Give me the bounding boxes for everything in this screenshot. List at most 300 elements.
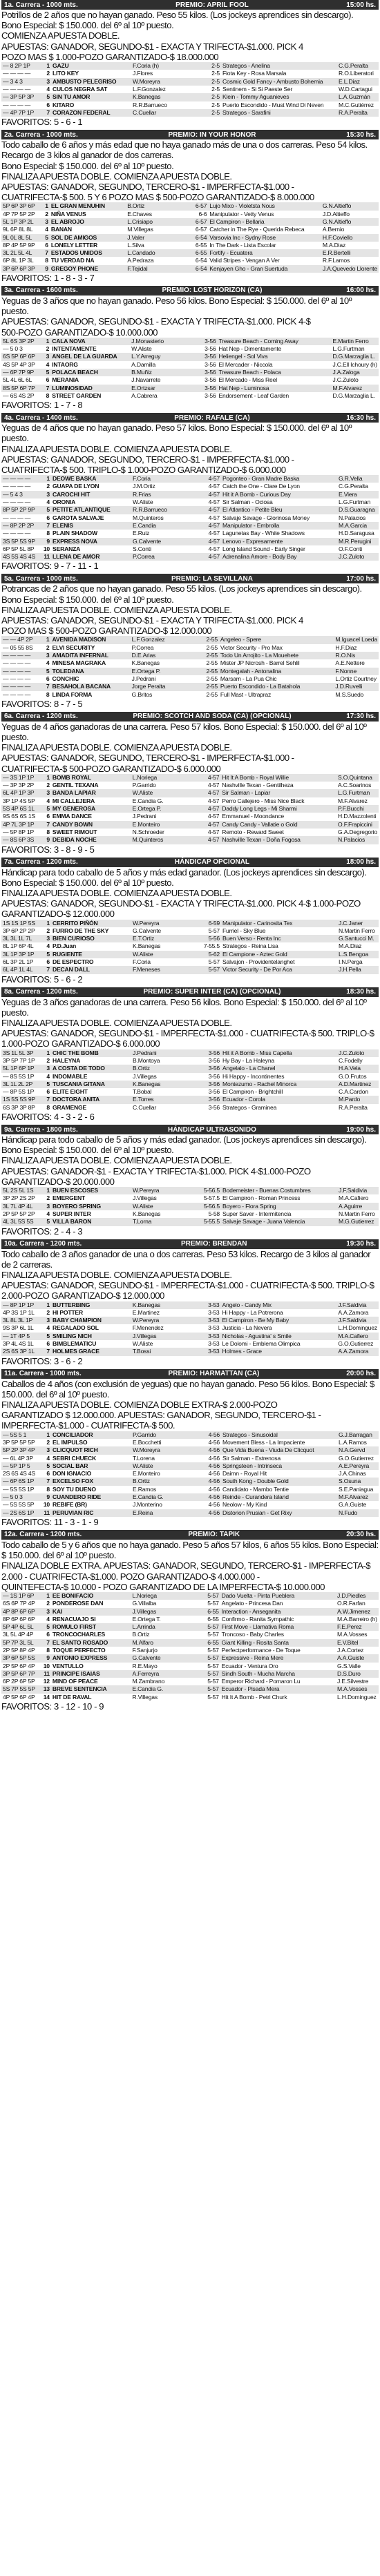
age-weight: 4-57 xyxy=(189,514,221,522)
table-row xyxy=(1,338,379,345)
race-condition-line: FINALIZA APUESTA DOBLE. COMIENZA APUESTA DOBLE. xyxy=(1,443,232,454)
trainer-name: O.F.Conti xyxy=(337,545,379,553)
race-condition-line: APUESTAS: GANADOR, SEGUNDO-$1 - EXACTA Y TRIFECTA-$1.000. PICK 4-$ 1.000-POZO GARANTIZADO-$ 12.000.000 xyxy=(1,898,361,920)
jockey-name: F.Meneses xyxy=(131,966,189,974)
age-weight: 2-55 xyxy=(188,652,219,659)
jockey-name: B.Ortiz xyxy=(131,1478,189,1485)
jockey-name: M.Quinteros xyxy=(131,514,189,522)
trainer-name: O.R.Farfan xyxy=(336,1600,379,1607)
jockey-name: T.Lorna xyxy=(131,1218,189,1226)
race-time: 19:30 hs. xyxy=(346,1240,376,1248)
jockey-name: E.Monteiro xyxy=(131,821,189,829)
trainer-name: N.Palacios xyxy=(336,836,379,844)
age-weight: 5-57 xyxy=(189,966,221,974)
jockey-name: L.Noriega xyxy=(131,774,189,782)
favorites-line: FAVORITOS: 5 - 6 - 1 xyxy=(1,117,83,128)
race-section xyxy=(1,858,379,985)
last-performances: — 6P 7P 9P xyxy=(1,369,40,376)
table-row xyxy=(1,1049,379,1057)
race-time: 18:30 hs. xyxy=(346,988,376,996)
saddle-number: 5 xyxy=(39,234,50,242)
table-row xyxy=(1,782,379,789)
last-performances: 2P 5P 5P 2P xyxy=(1,1210,40,1218)
jockey-name: J.Monasterio xyxy=(130,338,187,345)
jockey-name: E.Candia G. xyxy=(131,1493,189,1501)
pedigree: Strategos - Reina Lisa xyxy=(221,942,337,950)
saddle-number: 13 xyxy=(40,1685,51,1693)
jockey-name: J.Valer xyxy=(126,234,179,242)
table-row xyxy=(1,821,379,829)
table-row xyxy=(1,829,379,836)
table-row xyxy=(1,538,379,545)
jockey-name: B.Ortiz xyxy=(126,202,179,210)
saddle-number: 11 xyxy=(40,1509,51,1517)
horse-name: TOQUE PERFECTO xyxy=(51,1647,131,1654)
last-performances: — — — — xyxy=(1,668,40,675)
horse-name: EMMA DANCE xyxy=(51,813,131,820)
saddle-number: 9 xyxy=(40,538,51,545)
age-weight: 4-56 xyxy=(189,1478,221,1485)
age-weight: 4-57 xyxy=(189,829,220,836)
horse-name: ESTADOS UNIDOS xyxy=(50,249,126,257)
pedigree: Full Mast - Ultrapraz xyxy=(219,691,334,699)
pedigree: El Campiron - Be My Baby xyxy=(221,1317,337,1324)
table-row xyxy=(1,553,379,561)
pedigree: Sir Salman - Lapiar xyxy=(220,789,336,797)
race-time: 16:30 hs. xyxy=(346,414,376,422)
table-row xyxy=(1,927,379,935)
saddle-number: 2 xyxy=(40,1057,51,1065)
table-row xyxy=(1,1616,379,1623)
table-row xyxy=(1,789,379,797)
saddle-number: 2 xyxy=(40,70,51,77)
age-weight: 3-53 xyxy=(189,1324,221,1332)
saddle-number: 6 xyxy=(40,376,51,384)
last-performances: 5P 6P 3P 6P xyxy=(1,202,39,210)
pedigree: Lagunetas Bay - White Shadows xyxy=(221,530,337,537)
horse-name: CLICQUOT RICH xyxy=(51,1446,131,1454)
age-weight: 3-56 xyxy=(187,369,217,376)
pedigree: Marsam - La Pua Chic xyxy=(219,675,334,683)
table-row xyxy=(1,1187,379,1194)
race-header xyxy=(1,130,379,139)
horse-name: ELENIS xyxy=(51,522,131,530)
race-time: 16:00 hs. xyxy=(346,287,376,295)
last-performances: 1S 1S 1P 5S xyxy=(1,920,40,927)
age-weight: 3-53 xyxy=(189,1301,221,1309)
trainer-name: L.A.Ramos xyxy=(337,1439,379,1446)
entries-table xyxy=(1,202,379,273)
race-header xyxy=(1,1239,379,1249)
age-weight: 4-56 xyxy=(189,1446,221,1454)
saddle-number: 5 xyxy=(40,805,51,813)
pedigree: El Mercader - Niccola xyxy=(217,361,331,369)
age-weight: 5-57.5 xyxy=(189,1194,221,1202)
jockey-name: W.Aliste xyxy=(131,1462,189,1470)
saddle-number: 4 xyxy=(40,1324,51,1332)
saddle-number: 7 xyxy=(40,385,51,392)
race-section xyxy=(1,1239,379,1366)
jockey-name: W.Pereyra xyxy=(131,920,189,927)
age-weight: 2-55 xyxy=(188,659,219,667)
saddle-number: 10 xyxy=(40,545,51,553)
trainer-name: J.D.Ruvelli xyxy=(334,683,379,690)
horse-name: CERRITO PIÑÓN xyxy=(51,920,131,927)
horse-name: KITARO xyxy=(51,101,131,109)
trainer-name: M.A.Vosses xyxy=(336,1631,379,1638)
jockey-name: L.Candado xyxy=(126,249,179,257)
trainer-name: O.F.Frapiccini xyxy=(336,821,379,829)
last-performances: — 5P 1P 5 xyxy=(1,1462,40,1470)
pedigree: Fortify - Ecuatera xyxy=(208,249,321,257)
age-weight: 4-57 xyxy=(189,506,221,514)
table-row xyxy=(1,78,379,86)
trainer-name: N.Martin Ferro xyxy=(337,927,379,935)
race-condition-line: Potrillos de 2 años que no hayan ganado. Peso 55 kilos. (Los jockeys aprendices sin descargo). xyxy=(1,10,354,20)
jockey-name: P.Garrido xyxy=(131,1431,189,1439)
last-performances: 4P 8P 6P 6P xyxy=(1,1608,40,1616)
age-weight: 6-54 xyxy=(180,265,209,273)
race-condition-line: APUESTAS: GANADOR, SEGUNDO, TERCERO-$1 - IMPERFECTA-$1.000 - xyxy=(1,454,294,465)
pedigree: Kenjayen Gho - Gran Suertuda xyxy=(208,265,321,273)
saddle-number: 7 xyxy=(39,249,50,257)
jockey-name: F.Menendez xyxy=(131,1324,189,1332)
age-weight: 3-56 xyxy=(187,345,217,353)
age-weight: 4-56 xyxy=(189,1462,221,1470)
pedigree: Strategos - Sarafini xyxy=(221,109,337,117)
horse-name: PRINCIPE ISAIAS xyxy=(51,1670,131,1678)
jockey-name: G.Calvente xyxy=(131,927,189,935)
last-performances: — 5S 5 1 xyxy=(1,1431,40,1439)
race-prize-name: PREMIO: LOST HORIZON (CA) xyxy=(162,287,263,295)
entries-table xyxy=(1,475,379,561)
jockey-name: R.Frias xyxy=(131,491,189,498)
horse-name: CORAZON FEDERAL xyxy=(51,109,131,117)
saddle-number: 5 xyxy=(40,369,51,376)
trainer-name: M.A.Cafiero xyxy=(336,1333,379,1340)
pedigree: Sentinem - Si Si Paeste Ser xyxy=(221,86,337,93)
last-performances: — 6S 4S 2P xyxy=(1,392,40,400)
pedigree: Hit It A Bomb - Petri Churk xyxy=(220,1694,336,1701)
table-row xyxy=(1,202,379,210)
trainer-name: J.F.Saldivia xyxy=(336,1317,379,1324)
race-condition-line: Caballos de 4 años (con exclusión de yeguas) que no hayan ganado. Peso 56 kilos. Bono Especial: $ 150.000. del 6º al 10º puesto. xyxy=(1,1378,374,1400)
jockey-name: R.R.Barrueco xyxy=(131,506,189,514)
race-section xyxy=(1,712,379,855)
pedigree: Daddy Long Legs - Mi Sharmi xyxy=(220,805,336,813)
race-condition-line: APUESTAS: GANADOR, SEGUNDO-$1 - EXACTA Y TRIFECTA-$1.000. PICK 4-$ xyxy=(1,316,311,327)
horse-name: RENACUAJO SI xyxy=(51,1616,131,1623)
table-row xyxy=(1,1065,379,1072)
horse-name: PONDEROSE DAN xyxy=(51,1600,131,1607)
horse-name: GRAMENGE xyxy=(51,1104,131,1112)
race-condition-line: CUATRIFECTA-$ 500. 5 Y 6 POZO MAS $ 500-POZO GARANTIZADO-$ 8.000.000 xyxy=(1,192,314,203)
age-weight: 4-56 xyxy=(189,1501,221,1509)
jockey-name: B.Montoya xyxy=(131,1057,189,1065)
race-conditions xyxy=(1,10,379,62)
race-header xyxy=(1,1125,379,1134)
trainer-name: A.Bernio xyxy=(321,226,379,233)
age-weight: 5-57 xyxy=(189,1678,220,1685)
trainer-name: F.E.Perez xyxy=(336,1623,379,1631)
age-weight: 5-57 xyxy=(189,1654,220,1662)
last-performances: 5P 7P 3L 5L xyxy=(1,1639,40,1647)
jockey-name: F.Coria xyxy=(131,958,189,966)
last-performances: 3P 1P 4S 5P xyxy=(1,797,40,805)
saddle-number: 2 xyxy=(40,483,51,490)
trainer-name: M.A.Barreiro (h) xyxy=(336,1616,379,1623)
horse-name: MERANIA xyxy=(50,376,130,384)
pedigree: Remoto - Reward Sweet xyxy=(220,829,336,836)
race-condition-line: CUATRIFECTA-$ 500-POZO GARANTIZADO-$ 6.000.000 xyxy=(1,763,221,774)
table-row xyxy=(1,218,379,226)
last-performances: — 1T 4P 5 xyxy=(1,1333,40,1340)
saddle-number: 3 xyxy=(40,789,51,797)
trainer-name: A.E.Nettere xyxy=(334,659,379,667)
age-weight: 2-55 xyxy=(188,668,219,675)
last-performances: 8P 6P 6P 6P xyxy=(1,1616,40,1623)
saddle-number: 3 xyxy=(40,1317,51,1324)
horse-name: LITO KEY xyxy=(51,70,131,77)
horse-name: GENTIL TEXANA xyxy=(51,782,131,789)
race-condition-line: Bono Especial: $ 150.000. del 6º al 10º puesto. xyxy=(1,160,174,171)
pedigree: Heliengel - Sol Viva xyxy=(217,353,331,360)
age-weight: 4-56 xyxy=(189,1431,221,1439)
table-row xyxy=(1,1333,379,1340)
horse-name: BANDA LAPIAR xyxy=(51,789,131,797)
last-performances: 6L 3P 2L 1P xyxy=(1,958,40,966)
saddle-number: 1 xyxy=(40,1049,51,1057)
last-performances: 3P 6P 2P 2P xyxy=(1,927,40,935)
saddle-number: 10 xyxy=(40,1501,51,1509)
trainer-name: D.G.Marzaglia L. xyxy=(331,392,379,400)
table-row xyxy=(1,1654,379,1662)
pedigree: Hit it A Bomb - Curious Day xyxy=(221,491,337,498)
saddle-number: 9 xyxy=(40,836,51,844)
age-weight: 6-55 xyxy=(180,249,209,257)
trainer-name: M.A.Diaz xyxy=(321,242,379,249)
trainer-name: L.G.Furtman xyxy=(336,789,379,797)
saddle-number: 2 xyxy=(40,345,51,353)
race-header xyxy=(1,0,379,10)
race-condition-line: FINALIZA APUESTA DOBLE. COMIENZA APUESTA DOBLE. xyxy=(1,1155,232,1166)
pedigree: Hy Bay - La Haleyna xyxy=(221,1057,337,1065)
trainer-name: H.D.Saragusa xyxy=(337,530,379,537)
horse-name: BUEN ESCOSES xyxy=(51,1187,131,1194)
last-performances: 3L 5L 4P 4P xyxy=(1,1631,40,1638)
pedigree: Boyero - Flora Spring xyxy=(221,1203,337,1210)
pedigree: Adrenalina Amore - Body Bay xyxy=(221,553,337,561)
age-weight: 5-58 xyxy=(189,1210,221,1218)
saddle-number: 2 xyxy=(40,644,51,652)
saddle-number: 8 xyxy=(40,691,51,699)
table-row xyxy=(1,951,379,958)
race-header xyxy=(1,987,379,997)
last-performances: 5L 1P 6P 1P xyxy=(1,1065,40,1072)
table-row xyxy=(1,1470,379,1478)
jockey-name: E.Bocchetti xyxy=(131,1439,189,1446)
horse-name: SOCIAL BAR xyxy=(51,1462,131,1470)
jockey-name: W.Moreyra xyxy=(131,78,189,86)
last-performances: 3S 5P 5S 9P xyxy=(1,538,40,545)
table-row xyxy=(1,1317,379,1324)
age-weight: 4-57 xyxy=(189,789,220,797)
trainer-name: L.S.Bengoa xyxy=(337,951,379,958)
table-row xyxy=(1,1694,379,1701)
jockey-name: N.Schroeder xyxy=(131,829,189,836)
pedigree: Buen Verso - Renta Inc xyxy=(221,935,337,942)
table-row xyxy=(1,226,379,233)
age-weight: 6-57 xyxy=(180,226,209,233)
table-row xyxy=(1,1631,379,1638)
jockey-name: E.Chaves xyxy=(126,211,179,218)
pedigree: Valid Stripes - Vengan A Ver xyxy=(208,257,321,264)
race-condition-line: Yeguas de 4 años que no hayan ganado. Peso 57 kilos. Bono Especial: $ 150.000. del 6º al 10º puesto. xyxy=(1,423,352,444)
table-row xyxy=(1,797,379,805)
trainer-name: J.D.Altieffo xyxy=(321,211,379,218)
table-row xyxy=(1,93,379,101)
pedigree: El Campiron - Brightchill xyxy=(221,1088,337,1096)
trainer-name: D.G.Marzaglia L. xyxy=(331,353,379,360)
jockey-name: E.Candia G. xyxy=(131,797,189,805)
horse-name: ROMULO FIRST xyxy=(51,1623,131,1631)
table-row xyxy=(1,1501,379,1509)
age-weight: 3-56 xyxy=(187,376,217,384)
last-performances: 4P 5P 6P 4P xyxy=(1,1694,40,1701)
race-condition-line: FINALIZA APUESTA DOBLE. COMIENZA APUESTA DOBLE. xyxy=(1,1269,232,1280)
jockey-name: J.Pedrani xyxy=(131,675,188,683)
pedigree: Varsovia Inc - Sydny Rose xyxy=(208,234,321,242)
age-weight: 2-55 xyxy=(188,675,219,683)
saddle-number: 2 xyxy=(40,1309,51,1317)
horse-name: CONCHIC xyxy=(51,675,131,683)
pedigree: Dado Vuelta - Pinta Pueblera xyxy=(220,1592,336,1600)
trainer-name: L.A.Guzmán xyxy=(337,93,379,101)
pedigree: Victor Security - De Por Aca xyxy=(221,966,337,974)
last-performances: — 2S 6S 1P xyxy=(1,1509,40,1517)
pedigree: Emmanuel - Moondance xyxy=(220,813,336,820)
jockey-name: A.Damilla xyxy=(130,361,187,369)
race-section xyxy=(1,1369,379,1527)
jockey-name: E.Martinez xyxy=(131,1309,189,1317)
trainer-name: N.A.Gervd xyxy=(337,1446,379,1454)
table-row xyxy=(1,1073,379,1081)
race-time: 20:00 hs. xyxy=(346,1370,376,1378)
last-performances: — — — — xyxy=(1,86,40,93)
trainer-name: A.A.Guiste xyxy=(336,1654,379,1662)
age-weight: 6-6 xyxy=(180,211,209,218)
race-condition-line: FINALIZA APUESTA DOBLE. COMIENZA DOBLE EXTRA-$ 2.000-POZO xyxy=(1,1400,278,1411)
trainer-name: R.O.Nis xyxy=(334,652,379,659)
last-performances: — 5 4 3 xyxy=(1,491,40,498)
pedigree: Angelalo - La Chanel xyxy=(221,1065,337,1072)
last-performances: — 4P 7P 1P xyxy=(1,109,40,117)
favorites-line: FAVORITOS: 11 - 3 - 1 - 9 xyxy=(1,1516,99,1527)
pedigree: Springsteen - Intrinseca xyxy=(221,1462,337,1470)
horse-name: PETITE ATLANTIQUE xyxy=(51,506,131,514)
table-row xyxy=(1,813,379,820)
jockey-name: L.F.Gonzalez xyxy=(131,636,188,643)
last-performances: — 3P 3P 2P xyxy=(1,782,40,789)
age-weight: 5-62 xyxy=(189,951,221,958)
last-performances: 6P 8L 1P 3L xyxy=(1,257,39,264)
race-section xyxy=(1,574,379,708)
pedigree: Angelo - Candy Mix xyxy=(221,1301,337,1309)
trainer-name: A.A.Zamora xyxy=(336,1348,379,1355)
trainer-name: M.S.Suedo xyxy=(334,691,379,699)
saddle-number: 6 xyxy=(40,1088,51,1096)
table-row xyxy=(1,353,379,360)
table-row xyxy=(1,101,379,109)
trainer-name: L.G.Furtman xyxy=(337,498,379,506)
pedigree: Cosmic Gold Fancy - Ambusto Bohemia xyxy=(221,78,337,86)
last-performances: — 3P 5P 3P xyxy=(1,93,40,101)
race-title: 3a. Carrera - 1600 mts. xyxy=(4,287,78,295)
horse-name: EL IMPULSO xyxy=(51,1439,131,1446)
jockey-name: W.Aliste xyxy=(131,498,189,506)
trainer-name: E.Martin Ferro xyxy=(331,338,379,345)
saddle-number: 4 xyxy=(40,86,51,93)
pedigree: Hi Happy - La Potrerona xyxy=(221,1309,337,1317)
last-performances: 1S 5S 5S 9P xyxy=(1,1096,40,1103)
saddle-number: 3 xyxy=(40,1203,51,1210)
saddle-number: 4 xyxy=(40,1455,51,1462)
last-performances: — 8S 5S 1P xyxy=(1,1073,40,1081)
table-row xyxy=(1,942,379,950)
age-weight: 4-57 xyxy=(189,522,221,530)
jockey-name: B.Ortiz xyxy=(131,1065,189,1072)
age-weight: 4-57 xyxy=(189,538,221,545)
age-weight: 4-57 xyxy=(189,821,220,829)
saddle-number: 3 xyxy=(40,652,51,659)
race-conditions xyxy=(1,139,379,202)
jockey-name: R.Villegas xyxy=(131,1694,189,1701)
race-condition-line: POZO MAS $ 500-POZO GARANTIZADO-$ 12.000.000 xyxy=(1,626,212,637)
pedigree: Montezumo - Rachel Minorca xyxy=(221,1081,337,1088)
saddle-number: 11 xyxy=(40,1670,51,1678)
horse-name: FURRO DE THE SKY xyxy=(51,927,131,935)
last-performances: — — — — xyxy=(1,483,40,490)
table-row xyxy=(1,1478,379,1485)
pedigree: Todo Un Arrojito - La Mouehete xyxy=(219,652,334,659)
race-condition-line: APUESTAS: GANADOR, SEGUNDO, TERCERO-$1 - IMPERFECTA-$1.000 - xyxy=(1,181,294,192)
table-row xyxy=(1,211,379,218)
age-weight: 4-56 xyxy=(189,1493,221,1501)
table-row xyxy=(1,345,379,353)
last-performances: 3P 6P 6P 3P xyxy=(1,265,39,273)
trainer-name: J.F.Saldivia xyxy=(337,1187,379,1194)
saddle-number: 4 xyxy=(40,942,51,950)
race-header xyxy=(1,286,379,296)
race-prize-name: PREMIO: RAFALE (CA) xyxy=(174,414,250,422)
horse-name: LLENA DE AMOR xyxy=(51,553,131,561)
jockey-name: A.Cabrera xyxy=(130,392,187,400)
saddle-number: 10 xyxy=(40,1663,51,1670)
age-weight: 3-56 xyxy=(187,392,217,400)
jockey-name: L.Silva xyxy=(126,242,179,249)
pedigree: Ecuador - Ventura Oro xyxy=(220,1663,336,1670)
horse-name: LUMINOSIDAD xyxy=(50,385,130,392)
jockey-name: A.Pedraza xyxy=(126,257,179,264)
table-row xyxy=(1,1663,379,1670)
saddle-number: 7 xyxy=(40,1096,51,1103)
trainer-name: A.C.Soarinos xyxy=(336,782,379,789)
last-performances: — — — — xyxy=(1,652,40,659)
trainer-name: G.J.Barragan xyxy=(337,1431,379,1439)
horse-name: GAZU xyxy=(51,62,131,70)
trainer-name: P.F.Bucchi xyxy=(336,805,379,813)
table-row xyxy=(1,1685,379,1693)
